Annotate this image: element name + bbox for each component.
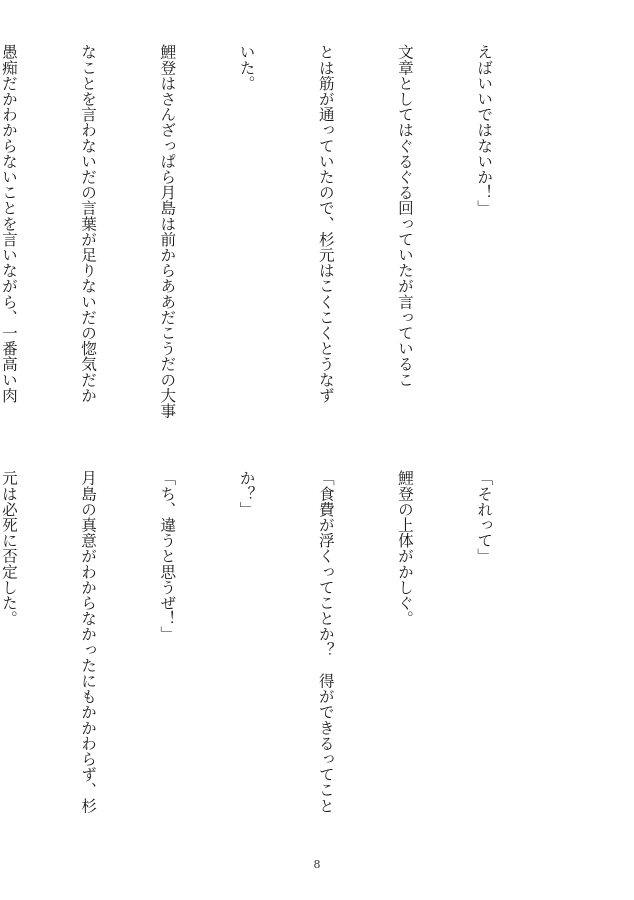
text-column: か？」 bbox=[237, 470, 256, 517]
lower-text-block bbox=[0, 470, 550, 870]
text-column: なことを言わないだの言葉が足りないだの惚気だか bbox=[79, 44, 98, 403]
text-column: 愚痴だかわからないことを言いながら、一番高い肉 bbox=[0, 44, 18, 403]
text-column: 鯉登はさんざっぱら月島は前からああだこうだの大事 bbox=[158, 44, 177, 419]
text-column: とは筋が通っていたので、杉元はこくこくとうなず bbox=[316, 44, 335, 403]
text-column: 「それって」 bbox=[475, 470, 494, 564]
page-number: 8 bbox=[313, 858, 321, 871]
text-column: いた。 bbox=[237, 44, 256, 91]
text-column: 月島の真意がわからなかったにもかかわらず、杉 bbox=[79, 470, 98, 814]
text-column: えばいいではないか！」 bbox=[475, 44, 494, 216]
text-column: 「食費が浮くってことか？ 得ができるってこと bbox=[316, 470, 335, 814]
text-column: 文章としてはぐるぐる回っていたが言っているこ bbox=[395, 44, 414, 388]
upper-text-block bbox=[0, 44, 550, 444]
text-column: 「ち、違うと思うぜ！」 bbox=[158, 470, 177, 642]
text-column: 元は必死に否定した。 bbox=[0, 470, 18, 626]
text-column: 鯉登の上体がかしぐ。 bbox=[395, 470, 414, 626]
